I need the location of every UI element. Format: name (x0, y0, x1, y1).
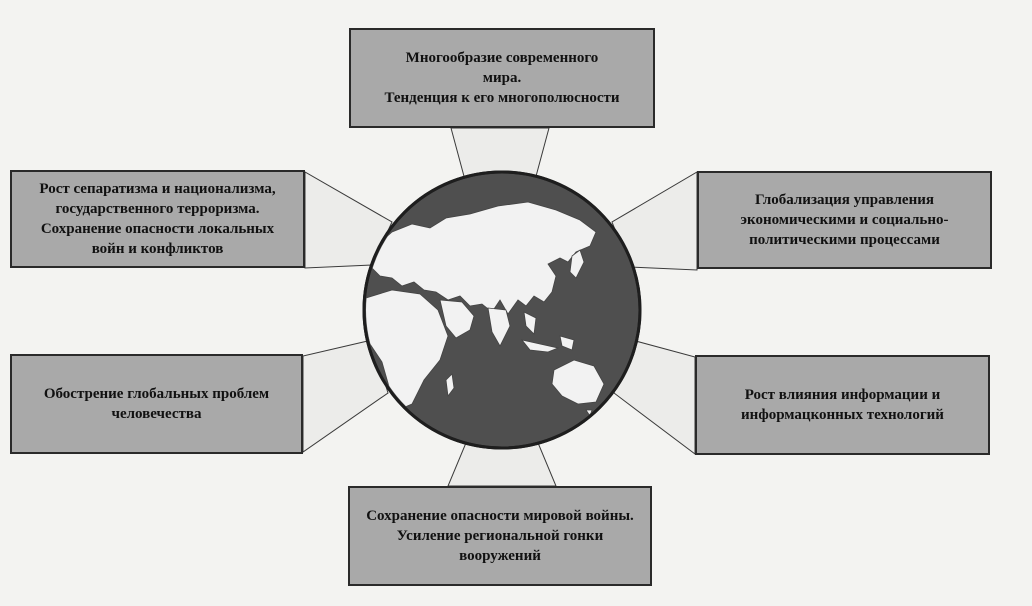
block-globalization: Глобализация управления экономическими и социально- политическими процессами (697, 171, 992, 269)
globe-icon (364, 172, 640, 448)
block-world-war-danger: Сохранение опасности мировой войны. Усиление региональной гонки вооружений (348, 486, 652, 586)
block-multipolarity: Многообразие современного мира. Тенденция к его многополюсности (349, 28, 655, 128)
block-global-problems: Обострение глобальных проблем человечества (10, 354, 303, 454)
block-information-influence: Рост влияния информации и информацконных технологий (695, 355, 990, 455)
block-separatism: Рост сепаратизма и национализма, государственного терроризма. Сохранение опасности локальных войн и конфликтов (10, 170, 305, 268)
